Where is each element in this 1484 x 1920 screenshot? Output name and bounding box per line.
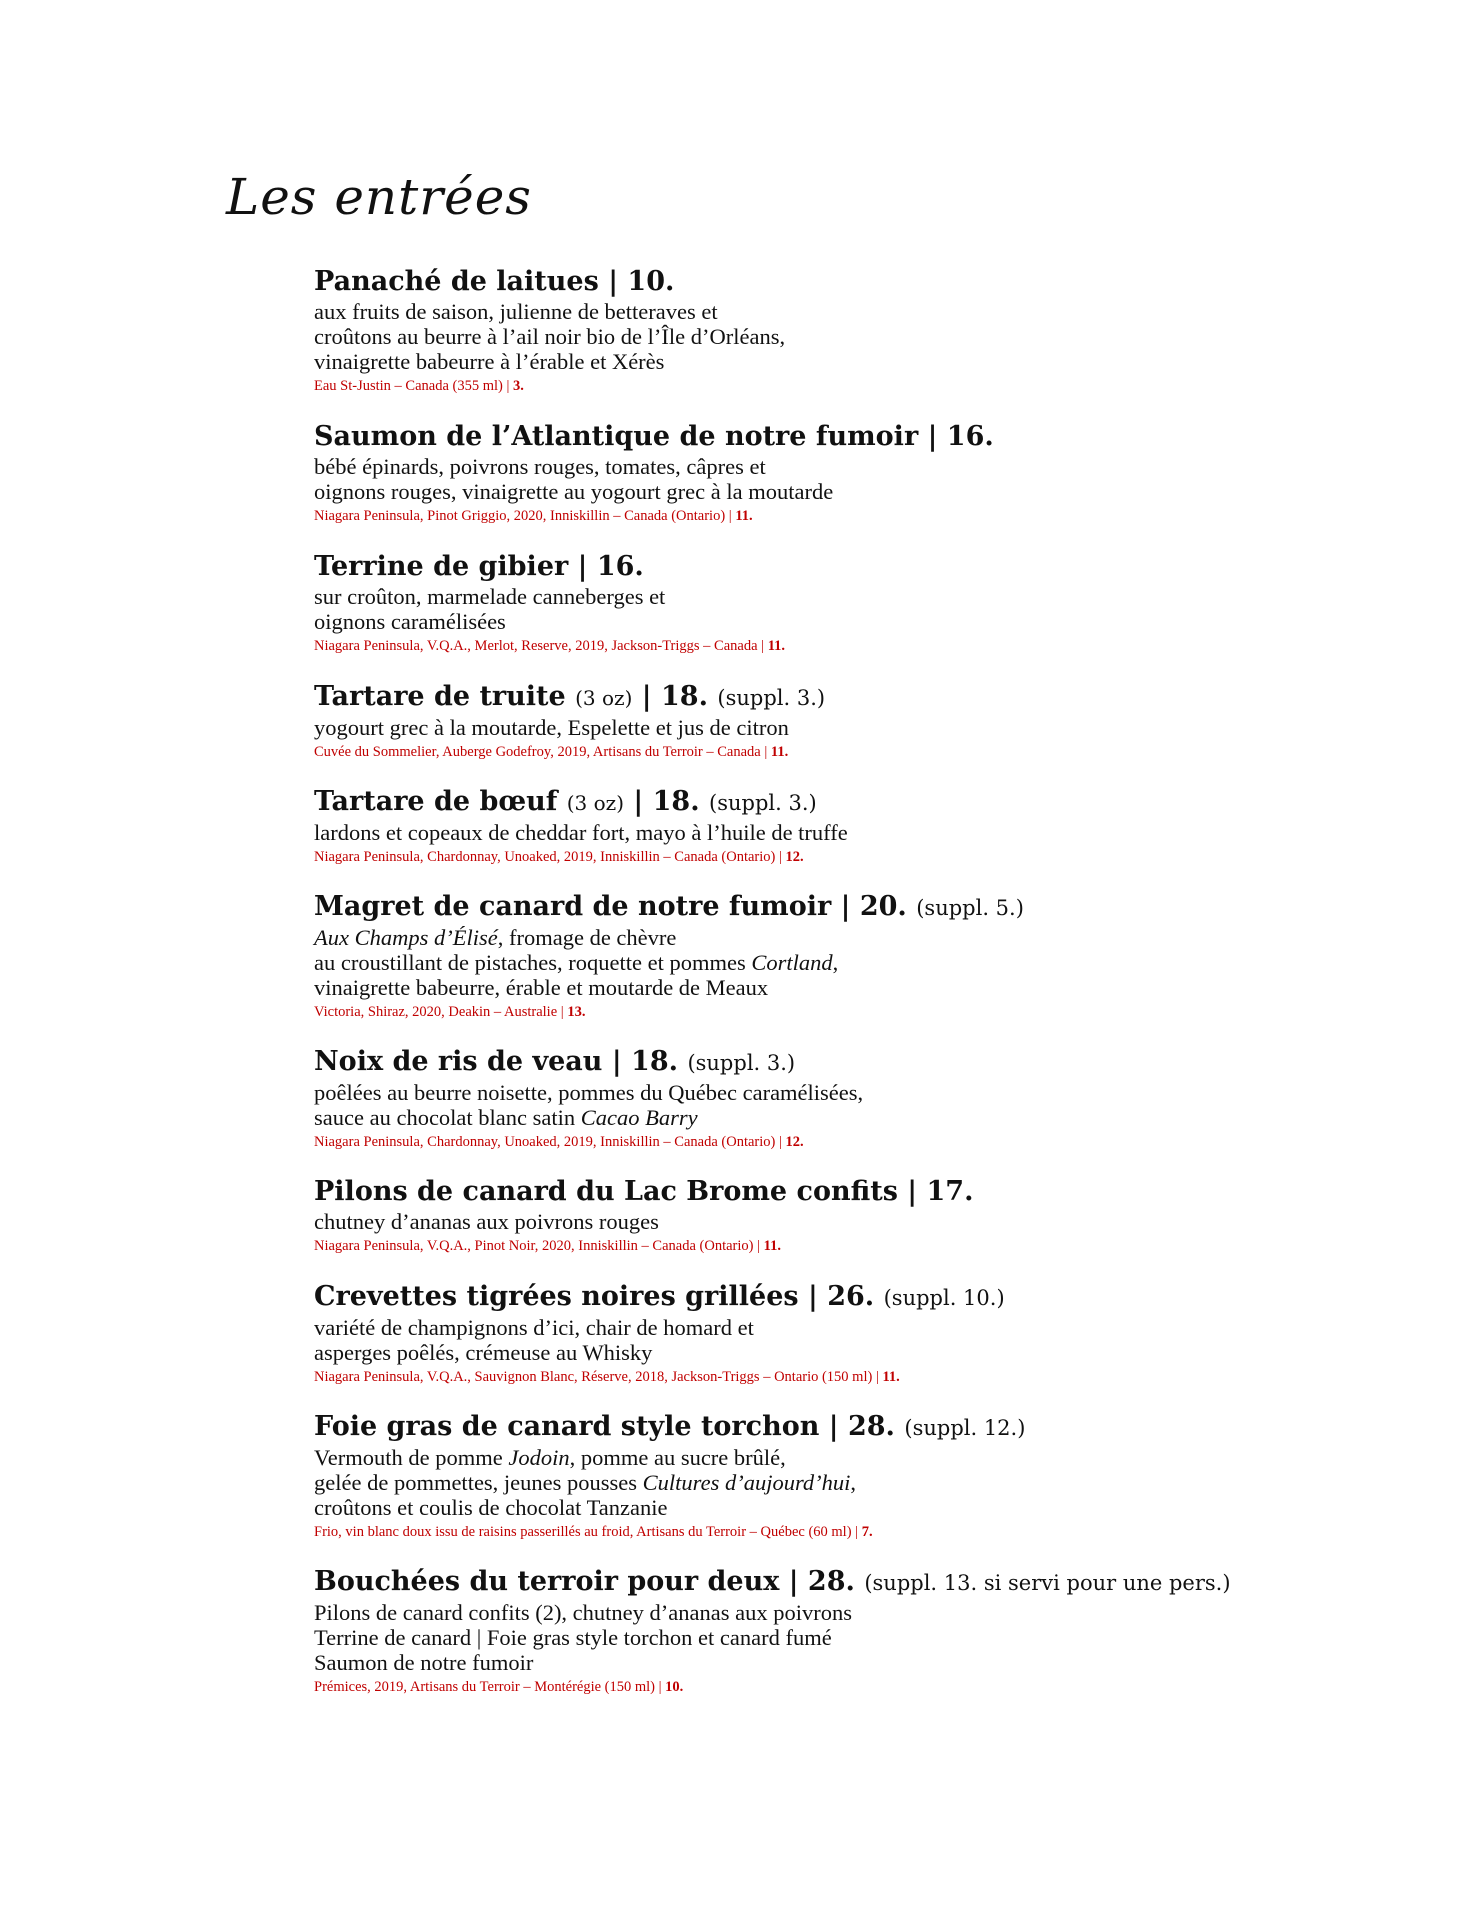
wine-price: 12. xyxy=(785,1134,804,1150)
item-supplement: (suppl. 3.) xyxy=(709,791,817,815)
menu-item xyxy=(314,1045,1414,1175)
item-name: Tartare de truite (3 oz) | 18. (suppl. 3.) xyxy=(314,681,826,712)
wine-pairing: Niagara Peninsula, Chardonnay, Unoaked, 2019, Inniskillin – Canada (Ontario) | 12. xyxy=(314,849,804,865)
wine-pairing: Frio, vin blanc doux issu de raisins passerillés au froid, Artisans du Terroir – Québec (60 ml) | 7. xyxy=(314,1524,873,1540)
item-name: Magret de canard de notre fumoir | 20. (suppl. 5.) xyxy=(314,891,1024,922)
item-description: poêlées au beurre noisette, pommes du Québec caramélisées, sauce au chocolat blanc satin Cacao Barry xyxy=(314,1080,864,1130)
item-name: Saumon de l’Atlantique de notre fumoir | 16. xyxy=(314,421,994,452)
item-name: Tartare de bœuf (3 oz) | 18. (suppl. 3.) xyxy=(314,786,817,817)
menu-item xyxy=(314,420,1414,550)
item-description: bébé épinards, poivrons rouges, tomates, câpres et oignons rouges, vinaigrette au yogourt grec à la moutarde xyxy=(314,454,834,504)
page-title: Les entrées xyxy=(226,168,532,226)
item-description: aux fruits de saison, julienne de betteraves et croûtons au beurre à l’ail noir bio de l’Île d’Orléans, vinaigrette babeurre à l’érable et Xérès xyxy=(314,299,786,374)
wine-pairing: Eau St-Justin – Canada (355 ml) | 3. xyxy=(314,378,524,394)
menu-item xyxy=(314,1175,1414,1280)
wine-pairing: Niagara Peninsula, V.Q.A., Sauvignon Blanc, Réserve, 2018, Jackson-Triggs – Ontario (150 ml) | 11. xyxy=(314,1369,900,1385)
menu-item xyxy=(314,1410,1414,1565)
menu-item xyxy=(314,680,1414,785)
menu-item xyxy=(314,785,1414,890)
item-name: Pilons de canard du Lac Brome confits | 17. xyxy=(314,1176,974,1207)
menu-item xyxy=(314,265,1414,420)
item-description: variété de champignons d’ici, chair de homard et asperges poêlés, crémeuse au Whisky xyxy=(314,1315,754,1365)
wine-price: 11. xyxy=(767,638,786,654)
wine-price: 10. xyxy=(665,1679,684,1695)
wine-price: 3. xyxy=(513,378,524,394)
item-supplement: (suppl. 12.) xyxy=(904,1416,1026,1440)
item-supplement: (suppl. 10.) xyxy=(883,1286,1005,1310)
item-supplement: (suppl. 3.) xyxy=(717,686,826,710)
wine-price: 12. xyxy=(785,849,804,865)
wine-price: 7. xyxy=(861,1524,873,1540)
item-name: Terrine de gibier | 16. xyxy=(314,551,644,582)
wine-pairing: Niagara Peninsula, Chardonnay, Unoaked, 2019, Inniskillin – Canada (Ontario) | 12. xyxy=(314,1134,804,1150)
wine-pairing: Niagara Peninsula, V.Q.A., Pinot Noir, 2020, Inniskillin – Canada (Ontario) | 11. xyxy=(314,1238,781,1254)
wine-price: 11. xyxy=(763,1238,781,1254)
starters-menu xyxy=(314,265,1414,1720)
wine-pairing: Cuvée du Sommelier, Auberge Godefroy, 2019, Artisans du Terroir – Canada | 11. xyxy=(314,744,789,760)
wine-pairing: Prémices, 2019, Artisans du Terroir – Montérégie (150 ml) | 10. xyxy=(314,1679,684,1695)
wine-price: 13. xyxy=(567,1004,586,1020)
menu-item xyxy=(314,890,1414,1045)
item-description: Pilons de canard confits (2), chutney d’ananas aux poivrons Terrine de canard | Foie gras style torchon et canard fumé Saumon de notre fumoir xyxy=(314,1600,852,1675)
item-name: Foie gras de canard style torchon | 28. (suppl. 12.) xyxy=(314,1411,1026,1442)
item-description: yogourt grec à la moutarde, Espelette et jus de citron xyxy=(314,715,789,740)
item-supplement: (suppl. 13. si servi pour une pers.) xyxy=(864,1571,1231,1595)
item-description: sur croûton, marmelade canneberges et oignons caramélisées xyxy=(314,584,666,634)
item-name: Noix de ris de veau | 18. (suppl. 3.) xyxy=(314,1046,796,1077)
item-name: Panaché de laitues | 10. xyxy=(314,266,675,297)
wine-price: 11. xyxy=(882,1369,900,1385)
item-description: Aux Champs d’Élisé, fromage de chèvre au croustillant de pistaches, roquette et pommes Cortland, vinaigrette babeurre, érable et moutarde de Meaux xyxy=(314,925,839,1000)
wine-price: 11. xyxy=(770,744,789,760)
wine-pairing: Niagara Peninsula, Pinot Griggio, 2020, Inniskillin – Canada (Ontario) | 11. xyxy=(314,508,753,524)
wine-pairing: Niagara Peninsula, V.Q.A., Merlot, Reserve, 2019, Jackson-Triggs – Canada | 11. xyxy=(314,638,786,654)
item-name: Bouchées du terroir pour deux | 28. (suppl. 13. si servi pour une pers.) xyxy=(314,1566,1231,1597)
menu-item xyxy=(314,1565,1414,1720)
menu-item xyxy=(314,1280,1414,1410)
menu-item xyxy=(314,550,1414,680)
wine-price: 11. xyxy=(735,508,753,524)
wine-pairing: Victoria, Shiraz, 2020, Deakin – Australie | 13. xyxy=(314,1004,586,1020)
item-name: Crevettes tigrées noires grillées | 26. (suppl. 10.) xyxy=(314,1281,1005,1312)
item-supplement: (suppl. 5.) xyxy=(916,896,1024,920)
item-description: chutney d’ananas aux poivrons rouges xyxy=(314,1209,659,1234)
item-description: Vermouth de pomme Jodoin, pomme au sucre brûlé, gelée de pommettes, jeunes pousses Cultures d’aujourd’hui, croûtons et coulis de chocolat Tanzanie xyxy=(314,1445,857,1520)
item-description: lardons et copeaux de cheddar fort, mayo à l’huile de truffe xyxy=(314,820,848,845)
item-supplement: (suppl. 3.) xyxy=(687,1051,796,1075)
